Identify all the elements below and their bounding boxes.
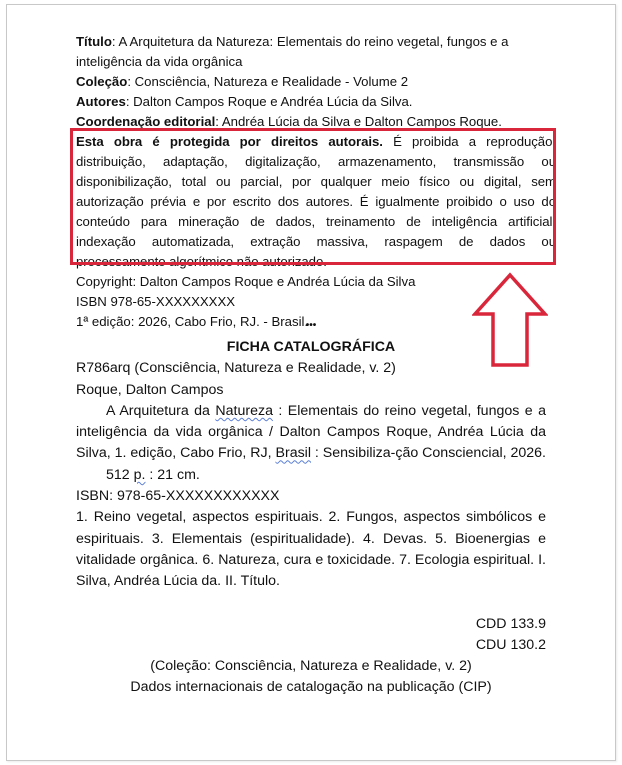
catalog-subjects: 1. Reino vegetal, aspectos espirituais. 2. Fungos, aspectos simbólicos e espirituais. 3. Elementais (espiritualidade). 4. Devas. 5. Bioenergias e vitalidade orgânica. 6. Natureza, cura e toxicidade. 7. Ecologia espiritual. I. Silva, Andréa Lúcia da. II. Título. [76, 509, 546, 590]
copyright-notice-bold: Esta obra é protegida por direitos autorais. [76, 134, 383, 149]
title-value: A Arquitetura da Natureza: Elementais do reino vegetal, fungos e a inteligência da vida orgânica [76, 34, 509, 69]
catalog-entry-part: Natureza [215, 402, 273, 419]
coordination-label: Coordenação editorial [76, 114, 216, 129]
catalog-author: Roque, Dalton Campos [76, 381, 224, 398]
catalog-entry-part: : Elementais do reino vegetal, fungos e a inteligência da vida orgânica / Dalton Campos Roque, Andréa Lúcia da Silva, 1. edição, Cabo Frio, RJ, [76, 402, 546, 462]
coordination-value: Andréa Lúcia da Silva e Dalton Campos Roque. [221, 114, 502, 129]
copyright-notice-text: É proibida a reprodução, distribuição, adaptação, digitalização, armazenamento, transmissão ou disponibilização, total ou parcial, por qualquer meio físico ou digital, sem autorização prévia e por escrito dos autores. É igualmente proibido o uso do conteúdo para mineração de dados, treinamento de inteligência artificial, indexação automatizada, extração massiva, raspagem de dados ou processamento algorítmico não autorizado. [76, 134, 556, 269]
copyright-line: Copyright: Dalton Campos Roque e Andréa Lúcia da Silva [76, 274, 416, 289]
catalog-isbn: ISBN: 978-65-XXXXXXXXXXXX [76, 488, 280, 505]
collection-line: Coleção: Consciência, Natureza e Realidade - Volume 2 [76, 74, 409, 89]
title-label: Título [76, 34, 112, 49]
authors-value: Dalton Campos Roque e Andréa Lúcia da Silva. [133, 94, 413, 109]
catalog-card-title: FICHA CATALOGRÁFICA [226, 339, 396, 355]
catalog-entry-part: : Sensibiliza-ção Consciencial, 2026. [310, 445, 546, 462]
catalog-collection: (Coleção: Consciência, Natureza e Realidade, v. 2) [150, 658, 472, 675]
catalog-pages-part: : 21 cm. [145, 466, 200, 483]
catalog-entry [76, 401, 546, 465]
authors-label: Autores [76, 94, 126, 109]
isbn-line: ISBN 978-65-XXXXXXXXX [76, 294, 236, 309]
catalog-code: R786arq (Consciência, Natureza e Realidade, v. 2) [76, 360, 396, 377]
catalog-cdu: CDU 130.2 [475, 636, 546, 653]
coordination-line: Coordenação editorial: Andréa Lúcia da Silva e Dalton Campos Roque. [76, 114, 502, 129]
catalog-entry-part: A Arquitetura da [106, 402, 216, 419]
title-line: Título: A Arquitetura da Natureza: Elementais do reino vegetal, fungos e a inteligência da vida orgânica [76, 34, 509, 69]
authors-line: Autores: Dalton Campos Roque e Andréa Lúcia da Silva. [76, 94, 413, 109]
catalog-card [76, 337, 546, 699]
separator: ••• [305, 320, 317, 331]
edition-line: 1ª edição: 2026, Cabo Frio, RJ. - Brasil. [76, 314, 309, 329]
catalog-cip: Dados internacionais de catalogação na publicação (CIP) [130, 679, 492, 696]
highlight-box [70, 128, 556, 265]
catalog-pages [76, 465, 546, 486]
catalog-entry-part: Brasil [275, 445, 311, 462]
catalog-cdd: CDD 133.9 [475, 615, 546, 632]
catalog-pages-part: p. [133, 466, 146, 483]
collection-label: Coleção [76, 74, 128, 89]
spacer [76, 593, 546, 614]
catalog-pages-part: 512 [106, 466, 134, 483]
collection-value: Consciência, Natureza e Realidade - Volume 2 [134, 74, 409, 89]
